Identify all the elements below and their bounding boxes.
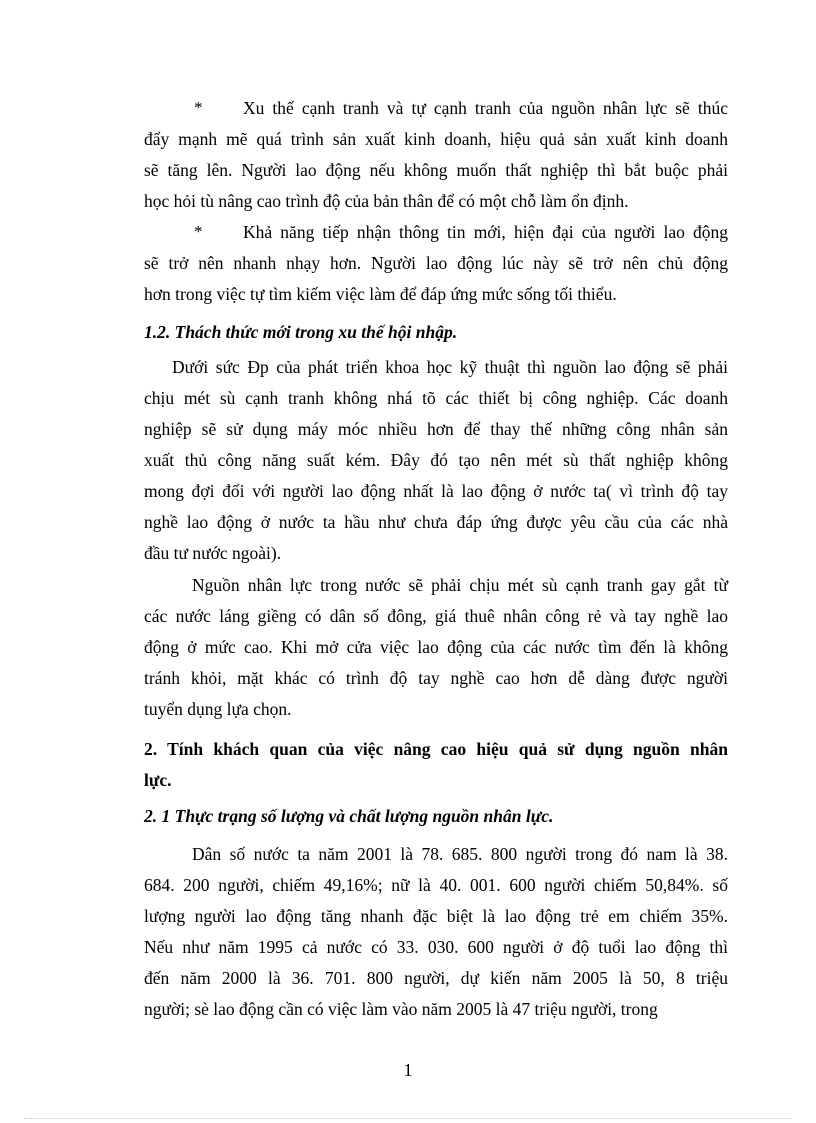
bullet-line: học hỏi tù nâng cao trình độ của bản thân để có một chỗ làm ổn định. (144, 191, 629, 211)
section-heading-2: 2. Tính khách quan của việc nâng cao hiệu quả sử dụng nguồn nhân (144, 739, 728, 759)
bullet-line: Khả năng tiếp nhận thông tin mới, hiện đại của người lao động (243, 222, 728, 242)
paragraph-line: 684. 200 người, chiếm 49,16%; nữ là 40. 001. 600 người chiếm 50,84%. số (144, 875, 728, 895)
bullet-line: đẩy mạnh mẽ quá trình sản xuất kinh doanh, hiệu quả sản xuất kinh doanh (144, 129, 728, 149)
paragraph-line: xuất thủ công năng suất kém. Đây đó tạo nên mét sù thất nghiệp không (144, 450, 728, 470)
bullet-line: hơn trong việc tự tìm kiếm việc làm để đáp ứng mức sống tối thiểu. (144, 284, 617, 304)
paragraph-line: động ở mức cao. Khi mở cửa việc lao động của các nước tìm đến là không (144, 637, 728, 657)
paragraph-line: Nguồn nhân lực trong nước sẽ phải chịu mét sù cạnh tranh gay gắt từ (192, 575, 728, 595)
page-number: 1 (403, 1060, 413, 1080)
paragraph-line: mong đợi đối với người lao động nhất là lao động ở nước ta( vì trình độ tay (144, 481, 728, 501)
paragraph-line: Nếu như năm 1995 cả nước có 33. 030. 600 người ở độ tuổi lao động thì (144, 937, 728, 957)
paragraph-line: tuyển dụng lựa chọn. (144, 699, 292, 719)
bullet-line: sẽ trở nên nhanh nhạy hơn. Người lao động lúc này sẽ trở nên chủ động (144, 253, 728, 273)
paragraph-line: các nước láng giềng có dân số đông, giá thuê nhân công rẻ và tay nghề lao (144, 606, 728, 626)
paragraph-line: Dưới sức Đp của phát triển khoa học kỹ thuật thì nguồn lao động sẽ phải (172, 357, 728, 377)
paragraph-line: nghiệp sẽ sử dụng máy móc nhiều hơn để thay thế những công nhân sản (144, 419, 728, 439)
section-heading-2-1: 2. 1 Thực trạng số lượng và chất lượng nguồn nhân lực. (144, 806, 554, 826)
bullet-marker: * (194, 98, 203, 117)
paragraph-line: lượng người lao động tăng nhanh đặc biệt là lao động trẻ em chiếm 35%. (144, 906, 728, 926)
section-heading-1-2: 1.2. Thách thức mới trong xu thế hội nhập. (144, 322, 458, 342)
paragraph-line: đầu tư nước ngoài). (144, 543, 282, 563)
paragraph-line: nghề lao động ở nước ta hầu như chưa đáp ứng được yêu cầu của các nhà (144, 512, 728, 532)
paragraph-line: chịu mét sù cạnh tranh không nhá tõ các thiết bị công nghiệp. Các doanh (144, 388, 728, 408)
bullet-marker: * (194, 222, 203, 241)
bullet-line: sẽ tăng lên. Người lao động nếu không muốn thất nghiệp thì bắt buộc phải (144, 160, 728, 180)
section-heading-2-cont: lực. (144, 770, 172, 790)
paragraph-line: người; sè lao động cần có việc làm vào năm 2005 là 47 triệu người, trong (144, 999, 658, 1019)
bullet-line: Xu thế cạnh tranh và tự cạnh tranh của nguồn nhân lực sẽ thúc (243, 98, 728, 118)
paragraph-line: đến năm 2000 là 36. 701. 800 người, dự kiến năm 2005 là 50, 8 triệu (144, 968, 728, 988)
paragraph-line: Dân số nước ta năm 2001 là 78. 685. 800 người trong đó nam là 38. (192, 844, 728, 864)
page-bottom-divider (24, 1118, 792, 1119)
paragraph-line: tránh khỏi, mặt khác có trình độ tay nghề cao hơn dễ dàng được người (144, 668, 728, 688)
